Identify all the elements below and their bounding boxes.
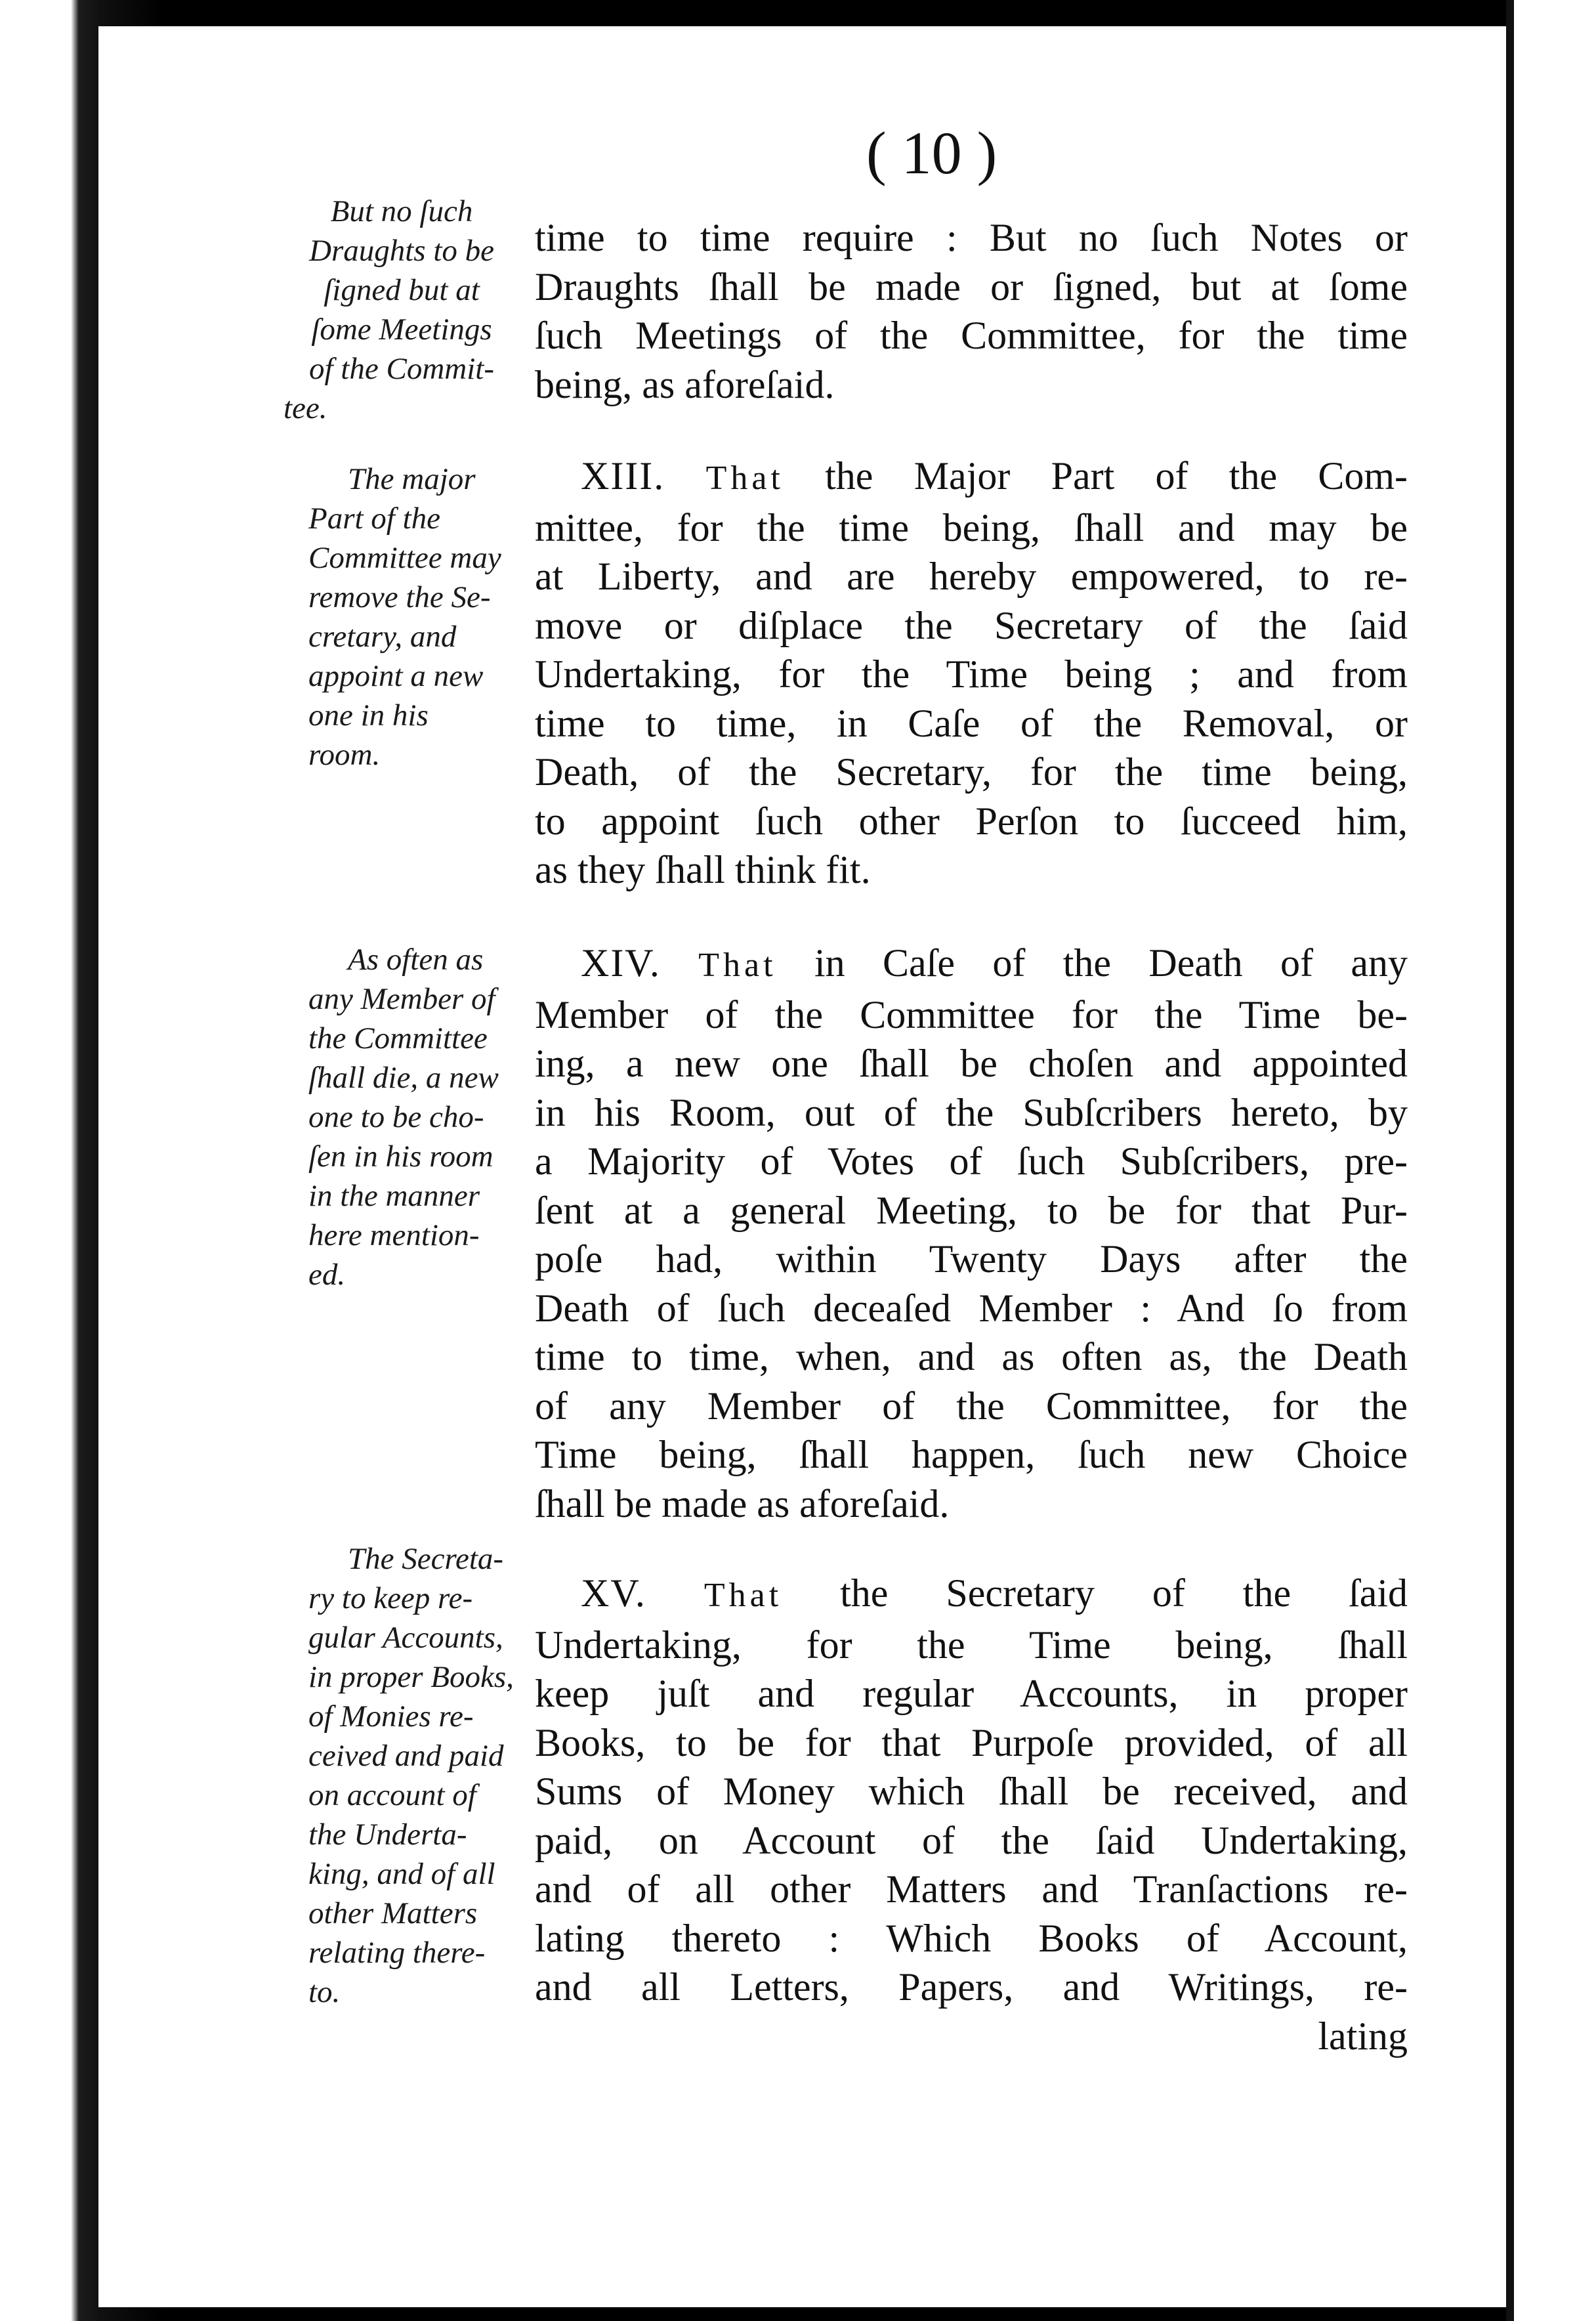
margin-note-line: cretary, and: [308, 620, 457, 654]
margin-note-line: in proper Books,: [308, 1660, 514, 1694]
margin-note-line: room.: [308, 738, 381, 772]
text-line: Member of the Committee for the Time be-: [535, 992, 1408, 1036]
text-line: lating thereto : Which Books of Account,: [535, 1916, 1408, 1960]
adjacent-page-edge: [1506, 0, 1596, 2321]
margin-note-line: As often as: [348, 943, 484, 977]
article-lead-word: That: [698, 947, 777, 984]
margin-note-line: The Secreta-: [348, 1542, 504, 1576]
margin-note-line: The major: [348, 462, 476, 496]
text-line: mittee, for the time being, ſhall and may be: [535, 505, 1408, 549]
margin-note-line: Committee may: [308, 541, 501, 575]
margin-note-line: tee.: [284, 391, 327, 425]
article-xiii: [535, 452, 1408, 895]
text-line: ſent at a general Meeting, to be for that Pur-: [535, 1188, 1408, 1232]
text-line: time to time, when, and as often as, the Death: [535, 1335, 1408, 1378]
margin-note-line: one to be cho-: [308, 1100, 484, 1134]
margin-note-line: the Committee: [308, 1021, 488, 1055]
article-numeral: XIV.: [581, 941, 661, 985]
margin-note-2: [308, 459, 551, 775]
text-line: keep juſt and regular Accounts, in proper: [535, 1672, 1408, 1715]
text-line: ſhall be made as aforeſaid.: [535, 1481, 950, 1525]
margin-note-line: ceived and paid: [308, 1739, 504, 1773]
page-number: ( 10 ): [866, 119, 998, 186]
margin-note-line: ſome Meetings: [311, 312, 492, 347]
text-line: Draughts ſhall be made or ſigned, but at ſome: [535, 265, 1408, 309]
margin-note-line: ry to keep re-: [308, 1581, 473, 1615]
margin-note-line: Part of the: [308, 501, 441, 536]
text-line: in Caſe of the Death of any: [814, 941, 1408, 985]
text-line: Undertaking, for the Time being, ſhall: [535, 1623, 1408, 1667]
article-lead-word: That: [704, 1577, 783, 1614]
margin-note-3: [308, 940, 551, 1294]
article-xv: [535, 1569, 1408, 2060]
paragraph-continuation: [535, 213, 1408, 409]
margin-note-line: ſhall die, a new: [308, 1061, 499, 1095]
article-xiv: [535, 939, 1408, 1528]
article-first-line: [535, 452, 1408, 503]
catchword: lating: [1318, 2014, 1408, 2058]
article-first-line: [535, 1569, 1408, 1621]
text-line: Death of ſuch deceaſed Member : And ſo from: [535, 1286, 1408, 1330]
margin-note-line: here mention-: [308, 1218, 480, 1252]
text-line: Undertaking, for the Time being ; and from: [535, 652, 1408, 696]
margin-note-line: in the manner: [308, 1179, 480, 1213]
text-line: time to time, in Caſe of the Removal, or: [535, 701, 1408, 745]
margin-note-line: ed.: [308, 1258, 346, 1292]
text-line: Time being, ſhall happen, ſuch new Choice: [535, 1433, 1408, 1476]
margin-note-line: on account of: [308, 1778, 476, 1812]
margin-note-line: remove the Se-: [308, 580, 491, 614]
text-line: the Secretary of the ſaid: [840, 1571, 1408, 1615]
text-line: paid, on Account of the ſaid Undertaking,: [535, 1818, 1408, 1862]
margin-note-line: gular Accounts,: [308, 1621, 503, 1655]
text-line: Sums of Money which ſhall be received, and: [535, 1770, 1408, 1813]
article-lead-word: That: [705, 459, 784, 497]
text-line: as they ſhall think fit.: [535, 848, 871, 891]
text-line: at Liberty, and are hereby empowered, to re-: [535, 555, 1408, 598]
margin-note-line: Draughts to be: [309, 234, 494, 268]
margin-note-1: [284, 192, 520, 428]
margin-note-line: the Underta-: [308, 1818, 467, 1852]
text-line: and of all other Matters and Tranſactions re-: [535, 1867, 1408, 1911]
margin-note-line: ſen in his room: [308, 1139, 494, 1174]
text-line: being, as aforeſaid.: [535, 362, 835, 406]
text-line: time to time require : But no ſuch Notes or: [535, 216, 1408, 259]
article-first-line: [535, 939, 1408, 990]
text-line: Death, of the Secretary, for the time being,: [535, 750, 1408, 794]
text-line: ſuch Meetings of the Committee, for the time: [535, 314, 1408, 357]
margin-note-line: appoint a new: [308, 659, 484, 693]
margin-note-line: of Monies re-: [308, 1699, 474, 1734]
text-line: of any Member of the Committee, for the: [535, 1384, 1408, 1428]
text-line: a Majority of Votes of ſuch Subſcribers, pre-: [535, 1139, 1408, 1183]
margin-note-line: other Matters: [308, 1896, 478, 1930]
margin-note-line: relating there-: [308, 1936, 486, 1970]
text-line: move or diſplace the Secretary of the ſaid: [535, 603, 1408, 647]
text-line: Books, to be for that Purpoſe provided, of all: [535, 1720, 1408, 1764]
margin-note-line: any Member of: [308, 982, 495, 1016]
text-line: ing, a new one ſhall be choſen and appointed: [535, 1042, 1408, 1085]
text-line: poſe had, within Twenty Days after the: [535, 1237, 1408, 1281]
margin-note-line: of the Commit-: [309, 352, 494, 386]
article-numeral: XIII.: [581, 454, 665, 498]
text-line: in his Room, out of the Subſcribers hereto, by: [535, 1090, 1408, 1134]
text-line: to appoint ſuch other Perſon to ſucceed him,: [535, 799, 1408, 843]
article-numeral: XV.: [581, 1571, 646, 1615]
margin-note-line: ſigned but at: [324, 273, 480, 307]
margin-note-line: But no ſuch: [330, 194, 473, 228]
margin-note-4: [308, 1539, 551, 2012]
text-line: the Major Part of the Com-: [825, 454, 1408, 498]
margin-note-line: to.: [308, 1975, 341, 2009]
text-line: and all Letters, Papers, and Writings, re-: [535, 1965, 1408, 2009]
margin-note-line: king, and of all: [308, 1857, 495, 1891]
margin-note-line: one in his: [308, 698, 429, 733]
